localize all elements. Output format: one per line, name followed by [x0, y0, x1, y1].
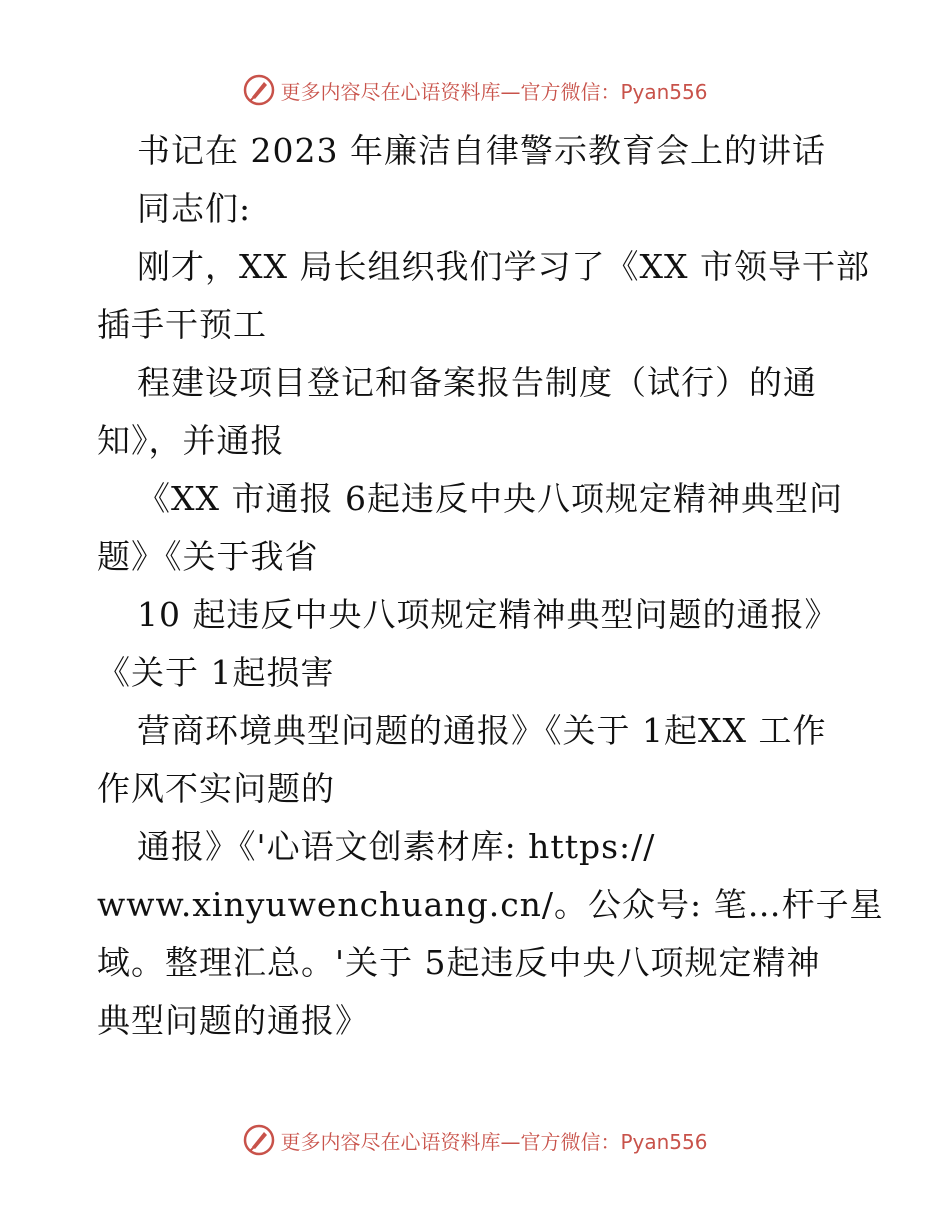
text-line: 题》《关于我省: [97, 537, 319, 576]
text-line: www.xinyuwenchuang.cn/。公众号: 笔…杆子星: [97, 885, 884, 924]
text-line: 程建设项目登记和备案报告制度（试行）的通: [137, 363, 817, 402]
text-line: 刚才，XX 局长组织我们学习了《XX 市领导干部: [137, 247, 870, 286]
text-line: 作风不实问题的: [97, 769, 335, 808]
text-line: 通报》《'心语文创素材库: https://: [137, 827, 656, 866]
text-line: 书记在 2023 年廉洁自律警示教育会上的讲话: [137, 131, 826, 170]
text-line: 插手干预工: [97, 305, 267, 344]
text-line: 知》，并通报: [97, 421, 285, 460]
watermark-text: 更多内容尽在心语资料库—官方微信：Pyan556: [280, 79, 708, 104]
text-line: 《关于 1起损害: [97, 653, 335, 692]
text-line: 典型问题的通报》: [97, 1001, 369, 1040]
pen-logo-icon: [242, 73, 276, 107]
text-line: 营商环境典型问题的通报》《关于 1起XX 工作: [137, 711, 827, 750]
text-line: 10 起违反中央八项规定精神典型问题的通报》: [137, 595, 839, 634]
document-body: [97, 122, 884, 1050]
footer-watermark: [0, 1120, 950, 1160]
watermark-text: 更多内容尽在心语资料库—官方微信：Pyan556: [280, 1129, 708, 1154]
text-line: 《XX 市通报 6起违反中央八项规定精神典型问: [137, 479, 843, 518]
header-watermark: [0, 70, 950, 110]
text-line: 同志们:: [137, 189, 252, 228]
text-line: 域。整理汇总。'关于 5起违反中央八项规定精神: [97, 943, 821, 982]
pen-logo-icon: [242, 1123, 276, 1157]
